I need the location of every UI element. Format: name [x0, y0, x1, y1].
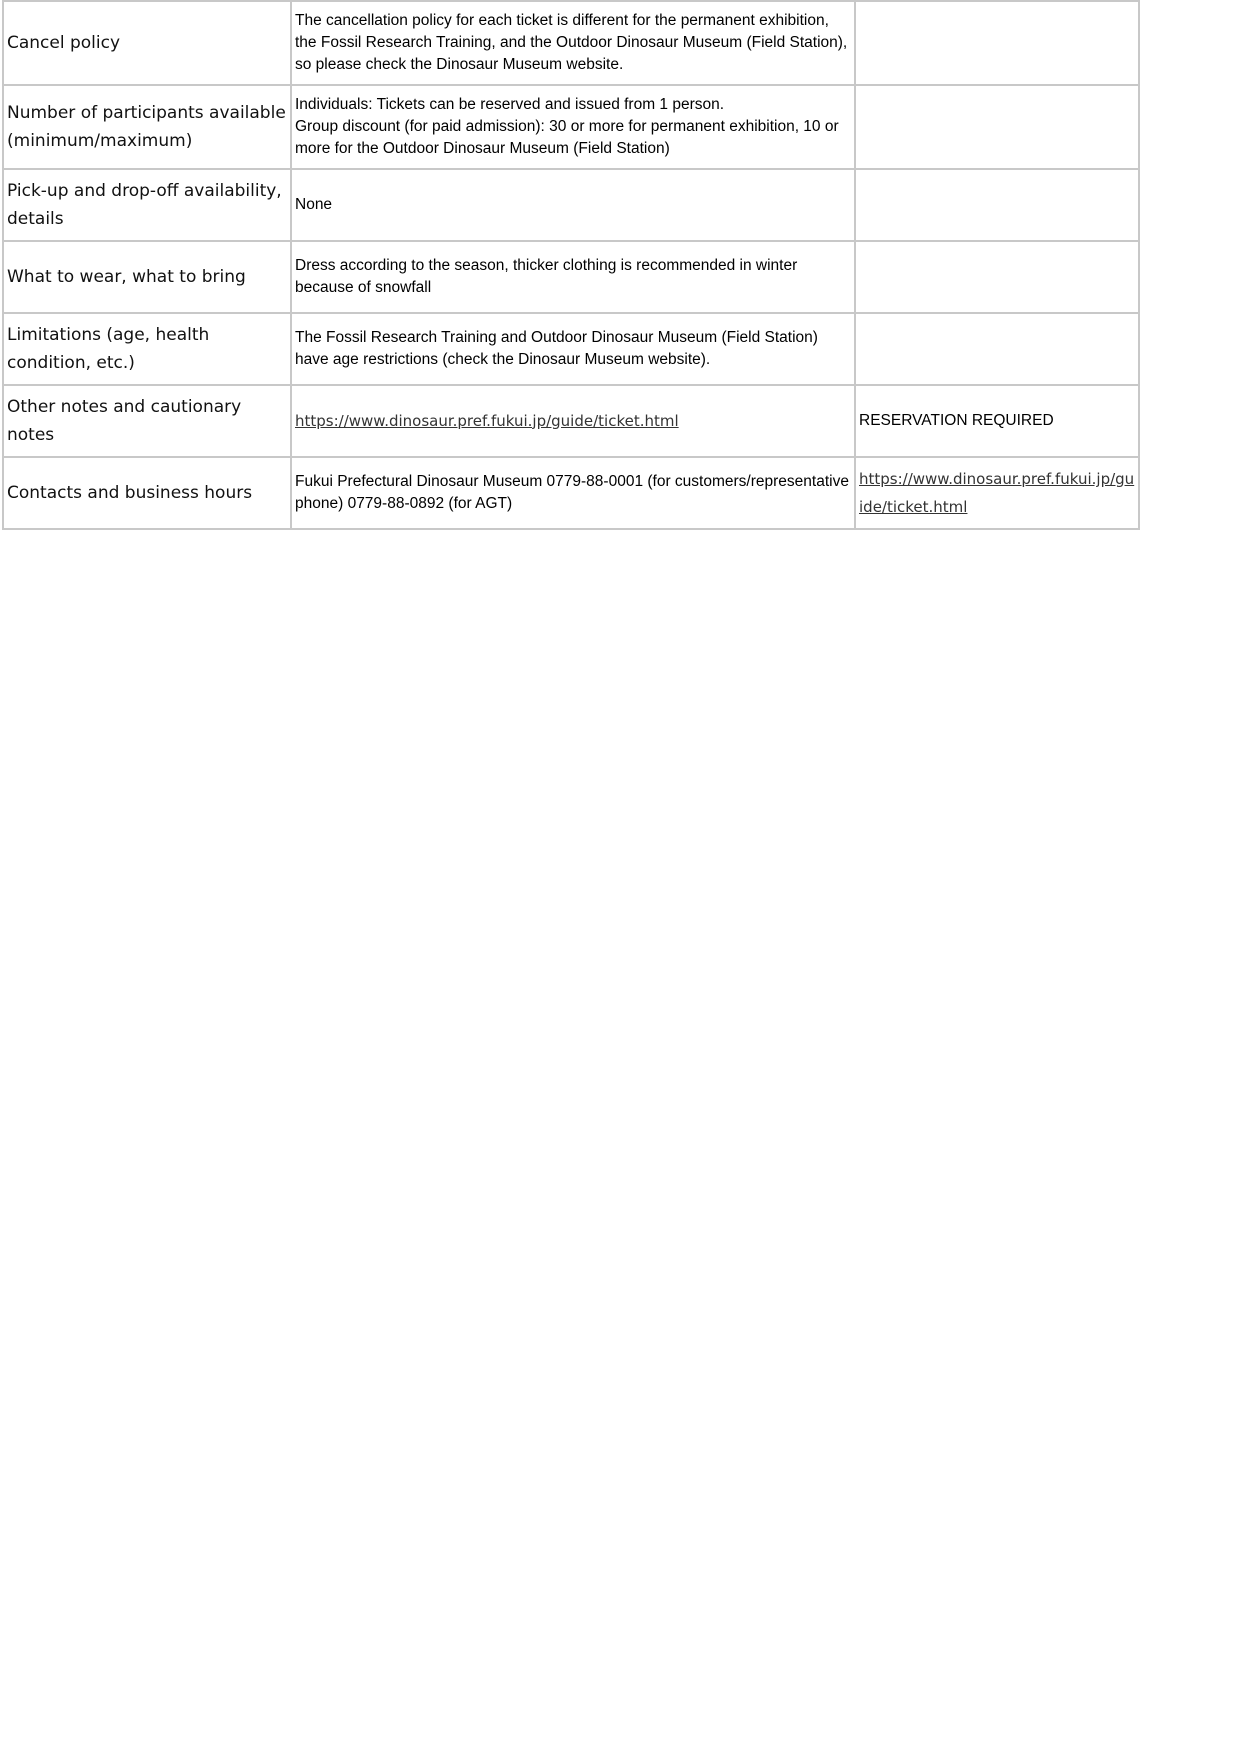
row-label-participants: Number of participants available (minimum/maximum) [3, 85, 291, 169]
table-row [3, 241, 1139, 313]
row-extra-participants [855, 85, 1139, 169]
row-label-limitations: Limitations (age, health condition, etc.) [3, 313, 291, 385]
row-label-other-notes: Other notes and cautionary notes [3, 385, 291, 457]
row-label-contacts: Contacts and business hours [3, 457, 291, 529]
row-label-pickup: Pick-up and drop-off availability, details [3, 169, 291, 241]
row-label-cancel-policy: Cancel policy [3, 1, 291, 85]
row-value-participants [291, 85, 855, 169]
row-extra-what-to-wear [855, 241, 1139, 313]
row-extra-contacts [855, 457, 1139, 529]
table-row [3, 385, 1139, 457]
table-row [3, 313, 1139, 385]
row-value-pickup: None [291, 169, 855, 241]
row-value-cancel-policy: The cancellation policy for each ticket is different for the permanent exhibition, the Fossil Research Training, and the Outdoor Dinosaur Museum (Field Station), so please check the Dinosaur Museum website. [291, 1, 855, 85]
table-row [3, 457, 1139, 529]
table-row [3, 1, 1139, 85]
table-row [3, 85, 1139, 169]
contact-ticket-link[interactable]: https://www.dinosaur.pref.fukui.jp/guide/ticket.html [859, 470, 1135, 516]
ticket-page-link[interactable]: https://www.dinosaur.pref.fukui.jp/guide/ticket.html [295, 411, 679, 430]
row-label-what-to-wear: What to wear, what to bring [3, 241, 291, 313]
tour-info-table [2, 0, 1140, 530]
reservation-required-note: RESERVATION REQUIRED [855, 385, 1139, 457]
row-value-limitations: The Fossil Research Training and Outdoor Dinosaur Museum (Field Station) have age restrictions (check the Dinosaur Museum website). [291, 313, 855, 385]
row-value-contacts: Fukui Prefectural Dinosaur Museum 0779-88-0001 (for customers/representative phone) 0779-88-0892 (for AGT) [291, 457, 855, 529]
table-row [3, 169, 1139, 241]
participants-individuals-text: Individuals: Tickets can be reserved and issued from 1 person. [295, 96, 725, 113]
row-extra-cancel-policy [855, 1, 1139, 85]
row-value-what-to-wear: Dress according to the season, thicker clothing is recommended in winter because of snowfall [291, 241, 855, 313]
participants-group-text: Group discount (for paid admission): 30 or more for permanent exhibition, 10 or more for the Outdoor Dinosaur Museum (Field Station) [295, 118, 839, 157]
row-extra-limitations [855, 313, 1139, 385]
row-extra-pickup [855, 169, 1139, 241]
row-value-other-notes [291, 385, 855, 457]
